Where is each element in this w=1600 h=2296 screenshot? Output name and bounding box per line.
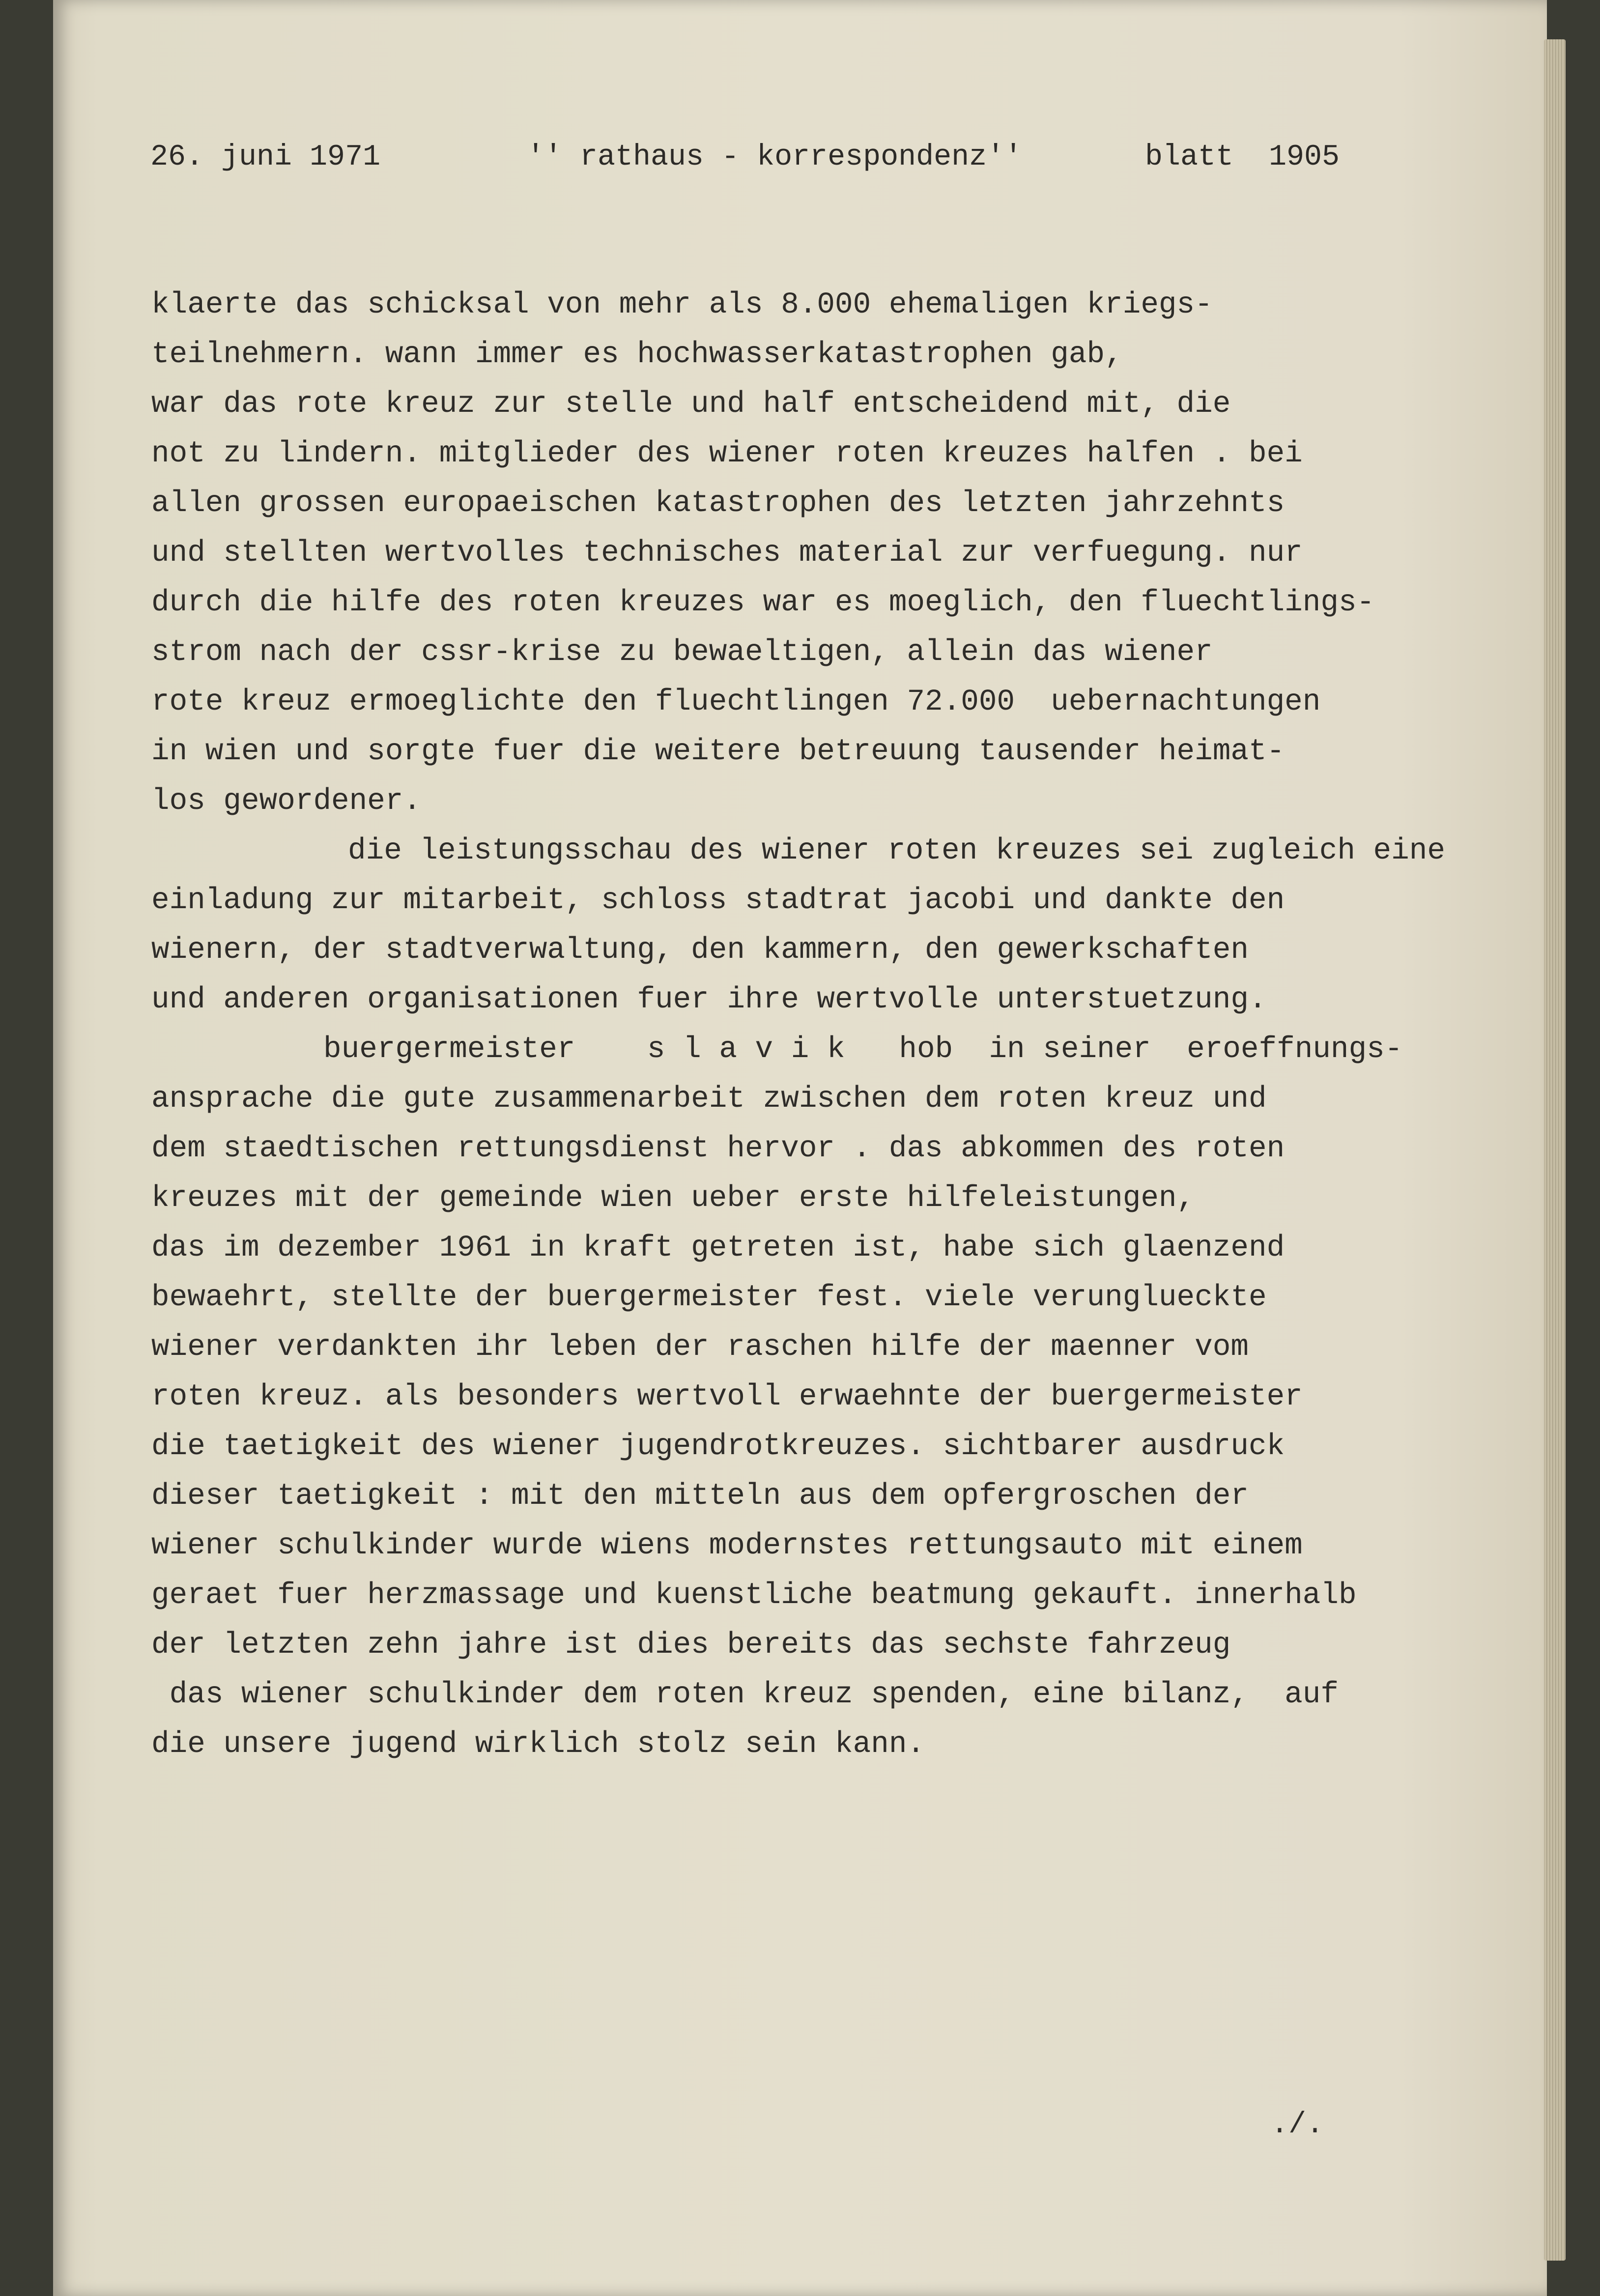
continuation-mark: ./. xyxy=(1271,2108,1324,2142)
header-date: 26. juni 1971 xyxy=(150,141,381,174)
text-line: der letzten zehn jahre ist dies bereits das sechste fahrzeug xyxy=(151,1628,1231,1662)
text-line: und stellten wertvolles technisches material zur verfuegung. nur xyxy=(151,536,1303,570)
text-line: bewaehrt, stellte der buergermeister fest. viele verunglueckte xyxy=(151,1281,1267,1315)
text-line: teilnehmern. wann immer es hochwasserkatastrophen gab, xyxy=(151,338,1123,372)
header-sheet-number: blatt 1905 xyxy=(1145,141,1340,174)
text-line: klaerte das schicksal von mehr als 8.000 ehemaligen kriegs- xyxy=(151,288,1213,322)
page-header xyxy=(53,141,1547,180)
stacked-page-edges xyxy=(1544,39,1566,2261)
text-line: allen grossen europaeischen katastrophen des letzten jahrzehnts xyxy=(151,487,1285,520)
text-line: dieser taetigkeit : mit den mitteln aus dem opfergroschen der xyxy=(151,1479,1249,1513)
text-line: das im dezember 1961 in kraft getreten ist, habe sich glaenzend xyxy=(151,1231,1285,1265)
text-line: los gewordener. xyxy=(151,784,422,818)
paragraph-start-line: buergermeister s l a v i k hob in seiner eroeffnungs- xyxy=(323,1033,1403,1066)
text-line: war das rote kreuz zur stelle und half entscheidend mit, die xyxy=(151,387,1231,421)
text-line: wienern, der stadtverwaltung, den kammern, den gewerkschaften xyxy=(151,933,1249,967)
text-line: wiener verdankten ihr leben der raschen hilfe der maenner vom xyxy=(151,1330,1249,1364)
typewritten-page xyxy=(53,0,1547,2296)
text-line: die taetigkeit des wiener jugendrotkreuzes. sichtbarer ausdruck xyxy=(151,1430,1285,1464)
text-line: geraet fuer herzmassage und kuenstliche beatmung gekauft. innerhalb xyxy=(151,1578,1357,1612)
text-line: strom nach der cssr-krise zu bewaeltigen, allein das wiener xyxy=(151,635,1213,669)
text-line: rote kreuz ermoeglichte den fluechtlingen 72.000 uebernachtungen xyxy=(151,685,1321,719)
text-line: einladung zur mitarbeit, schloss stadtrat jacobi und dankte den xyxy=(151,884,1285,918)
text-line: wiener schulkinder wurde wiens modernstes rettungsauto mit einem xyxy=(151,1529,1303,1563)
text-line: roten kreuz. als besonders wertvoll erwaehnte der buergermeister xyxy=(151,1380,1303,1414)
text-line: und anderen organisationen fuer ihre wertvolle unterstuetzung. xyxy=(151,983,1267,1017)
text-line: in wien und sorgte fuer die weitere betreuung tausender heimat- xyxy=(151,735,1285,769)
text-line: durch die hilfe des roten kreuzes war es moeglich, den fluechtlings- xyxy=(151,586,1375,620)
text-line: ansprache die gute zusammenarbeit zwischen dem roten kreuz und xyxy=(151,1082,1267,1116)
text-line: das wiener schulkinder dem roten kreuz spenden, eine bilanz, auf xyxy=(151,1678,1339,1712)
text-line: dem staedtischen rettungsdienst hervor . das abkommen des roten xyxy=(151,1132,1285,1166)
text-line: die unsere jugend wirklich stolz sein kann. xyxy=(151,1727,925,1761)
paragraph-start-line: die leistungsschau des wiener roten kreuzes sei zugleich eine xyxy=(348,834,1445,868)
header-title: '' rathaus - korrespondenz'' xyxy=(527,141,1023,174)
body-text xyxy=(151,280,1527,1769)
text-line: not zu lindern. mitglieder des wiener roten kreuzes halfen . bei xyxy=(151,437,1303,471)
text-line: kreuzes mit der gemeinde wien ueber erste hilfeleistungen, xyxy=(151,1181,1195,1215)
